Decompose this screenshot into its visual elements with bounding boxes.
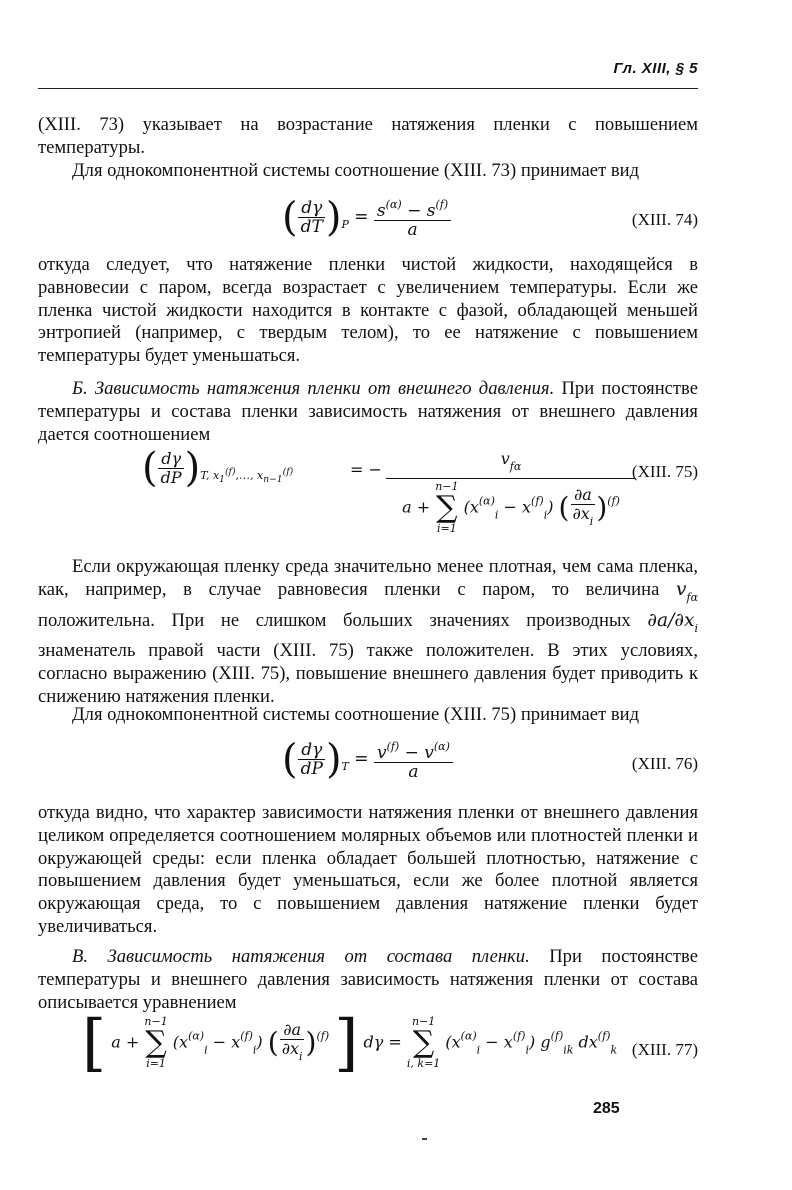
paragraph-5-deriv-sub: i [694, 621, 698, 635]
running-head: Гл. XIII, § 5 [613, 60, 698, 77]
header-rule [38, 88, 698, 89]
paragraph-3: откуда следует, что натяжение пленки чистой жидкости, находящейся в равновесии с паром, всегда возрастает с увеличением температуры. Если же пленка чистой жидкости находится в контакте с фазой, обладающей меньшей энтропией (например, с твердым телом), то ее натяжение с повышением температуры будет уменьшаться. [38, 254, 698, 367]
equation-77-label: (XIII. 77) [631, 1040, 698, 1059]
page-number: 285 [593, 1100, 620, 1117]
equation-74-label: (XIII. 74) [631, 210, 698, 229]
paragraph-7: откуда видно, что характер зависимости натяжения пленки от внешнего давления целиком определяется соотношением молярных объемов или плотностей пленки и окружающей среды: если пленка обладает большей плотностью, натяжение с повышением давления будет уменьшаться, если же более плотной является окружающая среда, то с повышением давления натяжение пленки будет увеличиваться. [38, 802, 698, 937]
equation-76 [38, 738, 698, 790]
print-mark [422, 1138, 427, 1140]
paragraph-5-deriv: ∂a/∂x [647, 609, 695, 631]
paragraph-5-text-a: Если окружающая пленку среда значительно менее плотная, чем сама пленка, как, например, в случае равновесия пленки с паром, то величина [38, 556, 698, 600]
equation-77 [38, 1006, 698, 1084]
section-v-heading: В. Зависимость натяжения от состава пленки. [72, 946, 530, 967]
equation-74 [38, 196, 698, 246]
page-header [38, 60, 698, 84]
paragraph-2: Для однокомпонентной системы соотношение (XIII. 73) принимает вид [72, 160, 640, 181]
equation-75-label: (XIII. 75) [631, 462, 698, 481]
paragraph-8 [38, 946, 698, 1014]
equation-76-body: ( $\frac{d\gamma}{dP}$ )$_T$ = $\frac{v^{(f)} - v^{(\alpha)}}{a}$ [282, 738, 453, 781]
equation-76-label: (XIII. 76) [631, 754, 698, 773]
paragraph-4-text: При постоянстве температуры и состава пленки зависимость натяжения от внешнего давления дается соотношением [38, 378, 698, 445]
equation-74-body: ( $\frac{d\gamma}{dT}$ )$_P$ = $\frac{s^{(\alpha)} - s^{(f)}}{a}$ [282, 196, 451, 239]
paragraph-1: (XIII. 73) указывает на возрастание натяжения пленки с повышением температуры. [38, 114, 698, 158]
paragraph-5-var: v [675, 578, 687, 600]
paragraph-5-text-b: положительна. При не слишком больших значениях производных [38, 609, 648, 631]
section-b-heading: Б. Зависимость натяжения пленки от внешнего давления. [72, 378, 555, 399]
paragraph-6: Для однокомпонентной системы соотношение (XIII. 75) принимает вид [72, 704, 640, 725]
paragraph-5-var-sub: fα [686, 590, 698, 604]
equation-75-lhs: ( $\frac{d\gamma}{dP}$ )$_{T, x_1^{(f)},\dots, x_{n-1}^{(f)}}$ [142, 445, 294, 491]
paragraph-5-text-c: знаменатель правой части (XIII. 75) также положителен. В этих условиях, согласно выражению (XIII. 75), повышение внешнего давления будет приводить к снижению натяжения пленки. [38, 640, 698, 707]
equation-77-body: [ a + n−1 ∑ i=1 $(x^{(\alpha)}_i - x^{(f)}_i)$ ( $\frac{\partial a}{\partial x_i}$ )$^{(f)}$ ] dγ = n−1 ∑ i, k=1 $(x^{(\alpha)}_i - x^{(f)}_i)$ $g^{(f)}_{ik}$ $dx^{(f)}_k$ [82, 1006, 618, 1079]
paragraph-5 [38, 556, 698, 709]
equation-75: ( $\frac{d\gamma}{dP}$ )$_{T, x_1^{(f)},\dots, x_{n-1}^{(f)}}$ = − $v_{f\alpha}$ a + n−1 ∑ i=1 $(x^{(\alpha)}_i - x^{(f)}_i)$ ( $\frac{\partial a}{\partial x_i}$ )$^{(f)}$ (XIII. 75) [142, 445, 698, 535]
paragraph-8-text: При постоянстве температуры и внешнего давления зависимость натяжения пленки от состава описывается уравнением [38, 946, 698, 1013]
paragraph-4 [38, 378, 698, 446]
